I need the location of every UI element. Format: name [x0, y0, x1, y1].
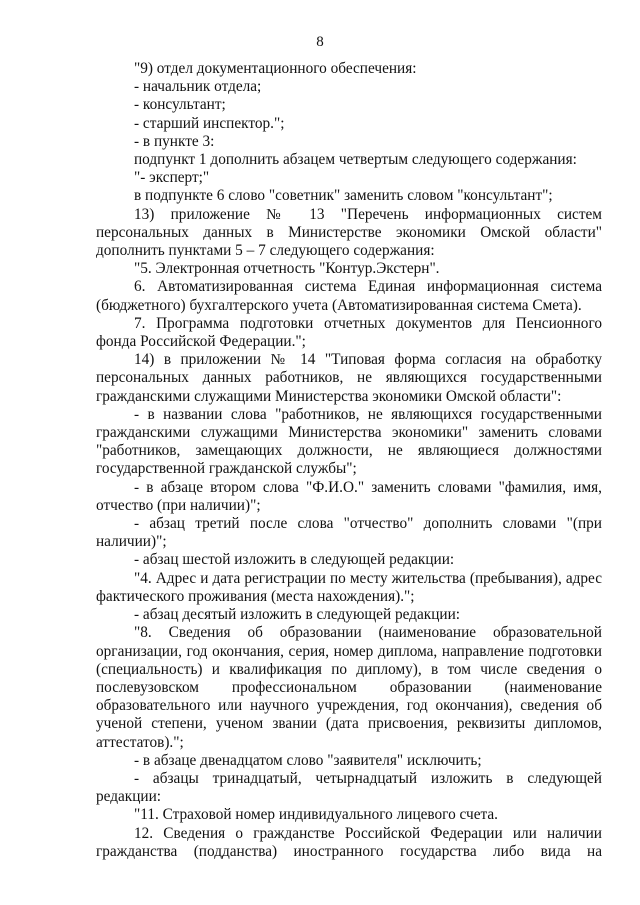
paragraph: - старший инспектор.";: [134, 114, 285, 132]
paragraph: 6. Автоматизированная система Единая информационная система (бюджетного) бухгалтерского учета (Автоматизированная система Смета).: [96, 278, 602, 314]
paragraph: - абзац шестой изложить в следующей редакции:: [134, 551, 455, 569]
paragraph: "4. Адрес и дата регистрации по месту жительства (пребывания), адрес фактического проживания (места нахождения).";: [96, 569, 602, 605]
paragraph: "- эксперт;": [134, 169, 210, 187]
paragraph: в подпункте 6 слово "советник" заменить словом "консультант";: [134, 187, 553, 205]
paragraph: подпункт 1 дополнить абзацем четвертым следующего содержания:: [134, 151, 577, 169]
paragraph: - абзац десятый изложить в следующей редакции:: [134, 606, 460, 624]
paragraph: "9) отдел документационного обеспечения:: [134, 60, 417, 77]
page-number: 8: [316, 34, 324, 50]
paragraph: - консультант;: [134, 96, 226, 114]
paragraph: 12. Сведения о гражданстве Российской Федерации или наличии гражданства (подданства) иностранного государства либо вида на: [96, 824, 602, 860]
paragraph: "5. Электронная отчетность "Контур.Экстерн".: [134, 260, 440, 278]
paragraph: 13) приложение № 13 "Перечень информационных систем персональных данных в Министерстве экономики Омской области" дополнить пунктами 5 – 7 следующего содержания:: [96, 205, 602, 260]
paragraph: 14) в приложении № 14 "Типовая форма согласия на обработку персональных данных работников, не являющихся государственными гражданскими служащими Министерства экономики Омской области":: [96, 351, 602, 405]
paragraph: "8. Сведения об образовании (наименование образовательной организации, год окончания, серия, номер диплома, направление подготовки (специальность) и квалификация по диплому), в том числе сведения о послевузовском профессиональном образовании (наименование образовательного или научного учреждения, год окончания), сведения об ученой степени, ученом звании (дата присвоения, реквизиты дипломов, аттестатов).";: [96, 624, 602, 751]
paragraph: - в названии слова "работников, не являющихся государственными гражданскими служащими Министерства экономики" заменить словами "работников, замещающих должности, не являющиеся должностями государственной гражданской службы";: [96, 405, 602, 478]
paragraph: 7. Программа подготовки отчетных документов для Пенсионного фонда Российской Федерации.";: [96, 314, 602, 351]
paragraph: "11. Страховой номер индивидуального лицевого счета.: [134, 806, 499, 824]
paragraph: - в пункте 3:: [134, 132, 215, 150]
paragraph: - в абзаце втором слова "Ф.И.О." заменить словами "фамилия, имя, отчество (при наличии)";: [96, 478, 602, 514]
paragraph: - в абзаце двенадцатом слово "заявителя" исключить;: [134, 751, 482, 769]
document-body: [96, 60, 602, 861]
paragraph: - абзац третий после слова "отчество" дополнить словами "(при наличии)";: [96, 515, 602, 551]
paragraph: - начальник отдела;: [134, 78, 262, 96]
paragraph: - абзацы тринадцатый, четырнадцатый изложить в следующей редакции:: [96, 769, 602, 806]
